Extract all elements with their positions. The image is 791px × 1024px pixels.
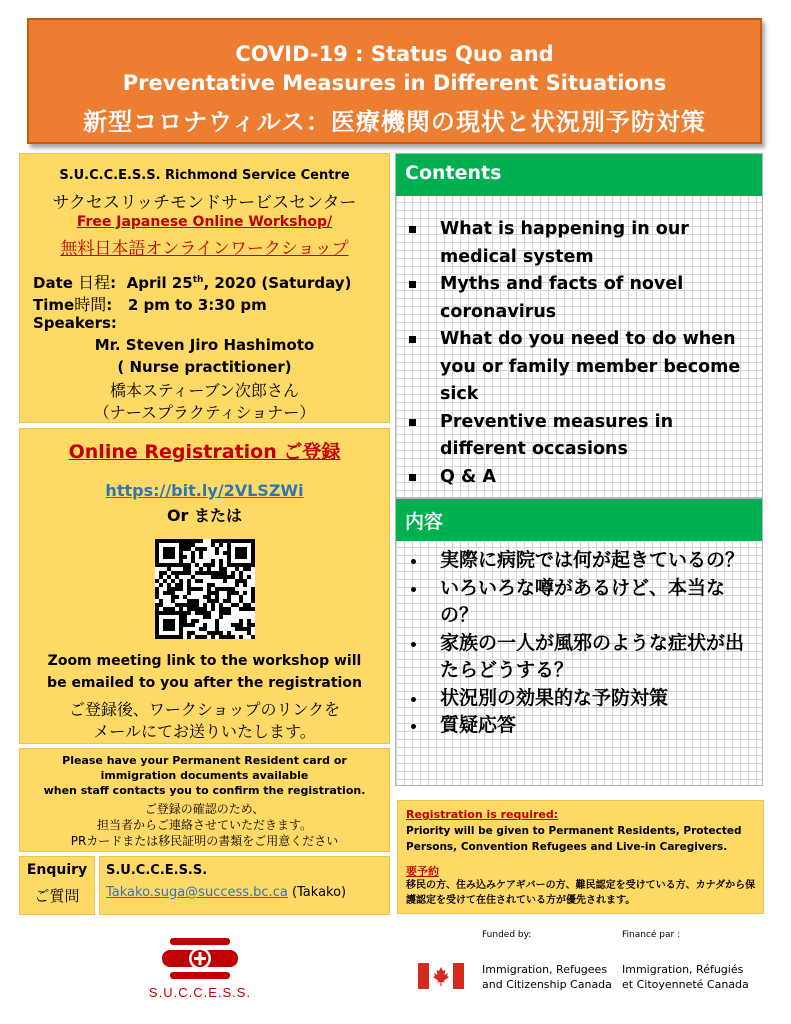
list-item: What is happening in our medical system: [406, 216, 758, 271]
enquiry-label-ja: ご質問: [34, 887, 80, 905]
registration-link[interactable]: https://bit.ly/2VLSZWi: [105, 481, 304, 500]
funder-name-fr-line-1: Immigration, Réfugiés: [622, 963, 744, 976]
list-item: Preventive measures in different occasions: [406, 409, 758, 464]
event-info-panel: [19, 153, 390, 423]
qr-code-icon[interactable]: [155, 539, 255, 639]
date-rest: , 2020 (Saturday): [203, 274, 352, 292]
list-item: いろいろな噂があるけど、本当なの？: [406, 575, 758, 630]
list-item: What do you need to do when you or family member become sick: [406, 326, 758, 409]
list-item: Myths and facts of novel coronavirus: [406, 271, 758, 326]
event-date: Date 日程: April 25th, 2020 (Saturday): [33, 273, 352, 292]
funder-name-en-line-1: Immigration, Refugees: [482, 963, 608, 976]
workshop-title-ja: 無料日本語オンラインワークショップ: [60, 239, 349, 259]
speakers-label: Speakers:: [33, 314, 117, 332]
requirement-heading-ja: 要予約: [406, 865, 439, 878]
event-time: Time時間: 2 pm to 3:30 pm: [33, 295, 267, 314]
title-line-2: Preventative Measures in Different Situations: [122, 71, 667, 95]
speaker-role: ( Nurse practitioner): [117, 358, 292, 376]
document-note-panel: [19, 748, 390, 852]
date-suffix: th: [192, 275, 204, 285]
funder-name-fr: [622, 962, 749, 992]
funded-by-label: Funded by:: [482, 930, 532, 940]
zoom-note-ja-line-1: ご登録後、ワークショップのリンクを: [68, 700, 341, 719]
enquiry-contact-name: (Takako): [287, 885, 347, 900]
speaker-name-ja: 橋本スティーブン次郎さん: [110, 381, 299, 400]
contents-ja-heading: 内容: [396, 499, 762, 541]
enquiry-email-link[interactable]: Takako.suga@success.bc.ca: [106, 885, 288, 900]
contents-ja-list: [406, 547, 758, 740]
registration-requirement-box: [397, 800, 764, 914]
logo-text: S.U.C.C.E.S.S.: [148, 985, 252, 1000]
date-day: April 25: [126, 274, 193, 292]
speaker-role-ja: （ナースプラクティショナー）: [93, 403, 316, 422]
enquiry-email-line: [106, 885, 346, 900]
title-banner: [27, 18, 762, 144]
funder-name-en-line-2: and Citizenship Canada: [482, 978, 612, 991]
requirement-heading: Registration is required:: [406, 808, 559, 821]
workshop-title: Free Japanese Online Workshop/: [76, 214, 333, 230]
enquiry-label: [19, 856, 95, 915]
zoom-note-line-1: Zoom meeting link to the workshop will: [47, 653, 362, 669]
enquiry-label-en: Enquiry: [26, 862, 88, 878]
or-text: Or または: [166, 506, 243, 525]
organization-name-ja: サクセスリッチモンドサービスセンター: [52, 193, 357, 213]
date-label: Date: [33, 274, 73, 292]
contents-box: [395, 153, 763, 498]
funder-name-en: [482, 962, 612, 992]
note-line-4: ご登録の確認のため、: [144, 802, 265, 816]
speaker-name: Mr. Steven Jiro Hashimoto: [94, 336, 315, 354]
time-value: 2 pm to 3:30 pm: [127, 296, 267, 314]
note-line-3: when staff contacts you to confirm the registration.: [43, 784, 366, 797]
time-label: Time: [33, 296, 75, 314]
requirement-body-ja: 移民の方、住み込みケアギバーの方、難民認定を受けている方、カナダから保護認定を受けて在住されている方が優先されます。: [406, 880, 756, 906]
list-item: 実際に病院では何が起きているの？: [406, 547, 758, 575]
note-line-1: Please have your Permanent Resident card or: [62, 754, 347, 767]
list-item: 質疑応答: [406, 712, 758, 740]
canada-flag-icon: [418, 963, 464, 989]
title-line-1: COVID-19 : Status Quo and: [235, 42, 554, 66]
enquiry-contact: [99, 856, 390, 915]
registration-title: Online Registration ご登録: [68, 441, 341, 463]
note-line-5: 担当者からご連絡させていただきます。: [96, 818, 313, 832]
requirement-body: Priority will be given to Permanent Residents, Protected Persons, Convention Refugees and Live-in Caregivers.: [406, 825, 742, 853]
funded-by-label-fr: Financé par :: [622, 930, 681, 940]
time-label-ja: 時間: [74, 295, 107, 314]
title-japanese: 新型コロナウィルス：医療機関の現状と状況別予防対策: [83, 108, 706, 136]
enquiry-row: [19, 856, 390, 915]
funder-name-fr-line-2: et Citoyenneté Canada: [622, 978, 749, 991]
contents-ja-box: [395, 498, 763, 786]
date-label-ja: 日程: [78, 273, 111, 292]
list-item: 家族の一人が風邪のような症状が出たらどうする？: [406, 630, 758, 685]
contents-heading: Contents: [396, 154, 762, 196]
zoom-note-line-2: be emailed to you after the registration: [47, 675, 362, 691]
note-line-2: immigration documents available: [100, 769, 309, 782]
organization-name: S.U.C.C.E.S.S. Richmond Service Centre: [59, 168, 350, 183]
note-line-6: PRカードまたは移民証明の書類をご用意ください: [70, 834, 339, 848]
list-item: 状況別の効果的な予防対策: [406, 685, 758, 713]
registration-panel: [19, 428, 390, 744]
enquiry-org: S.U.C.C.E.S.S.: [106, 863, 208, 878]
list-item: Q & A: [406, 464, 758, 492]
contents-list: [406, 216, 758, 491]
zoom-note-ja-line-2: メールにてお送りいたします。: [93, 722, 316, 741]
